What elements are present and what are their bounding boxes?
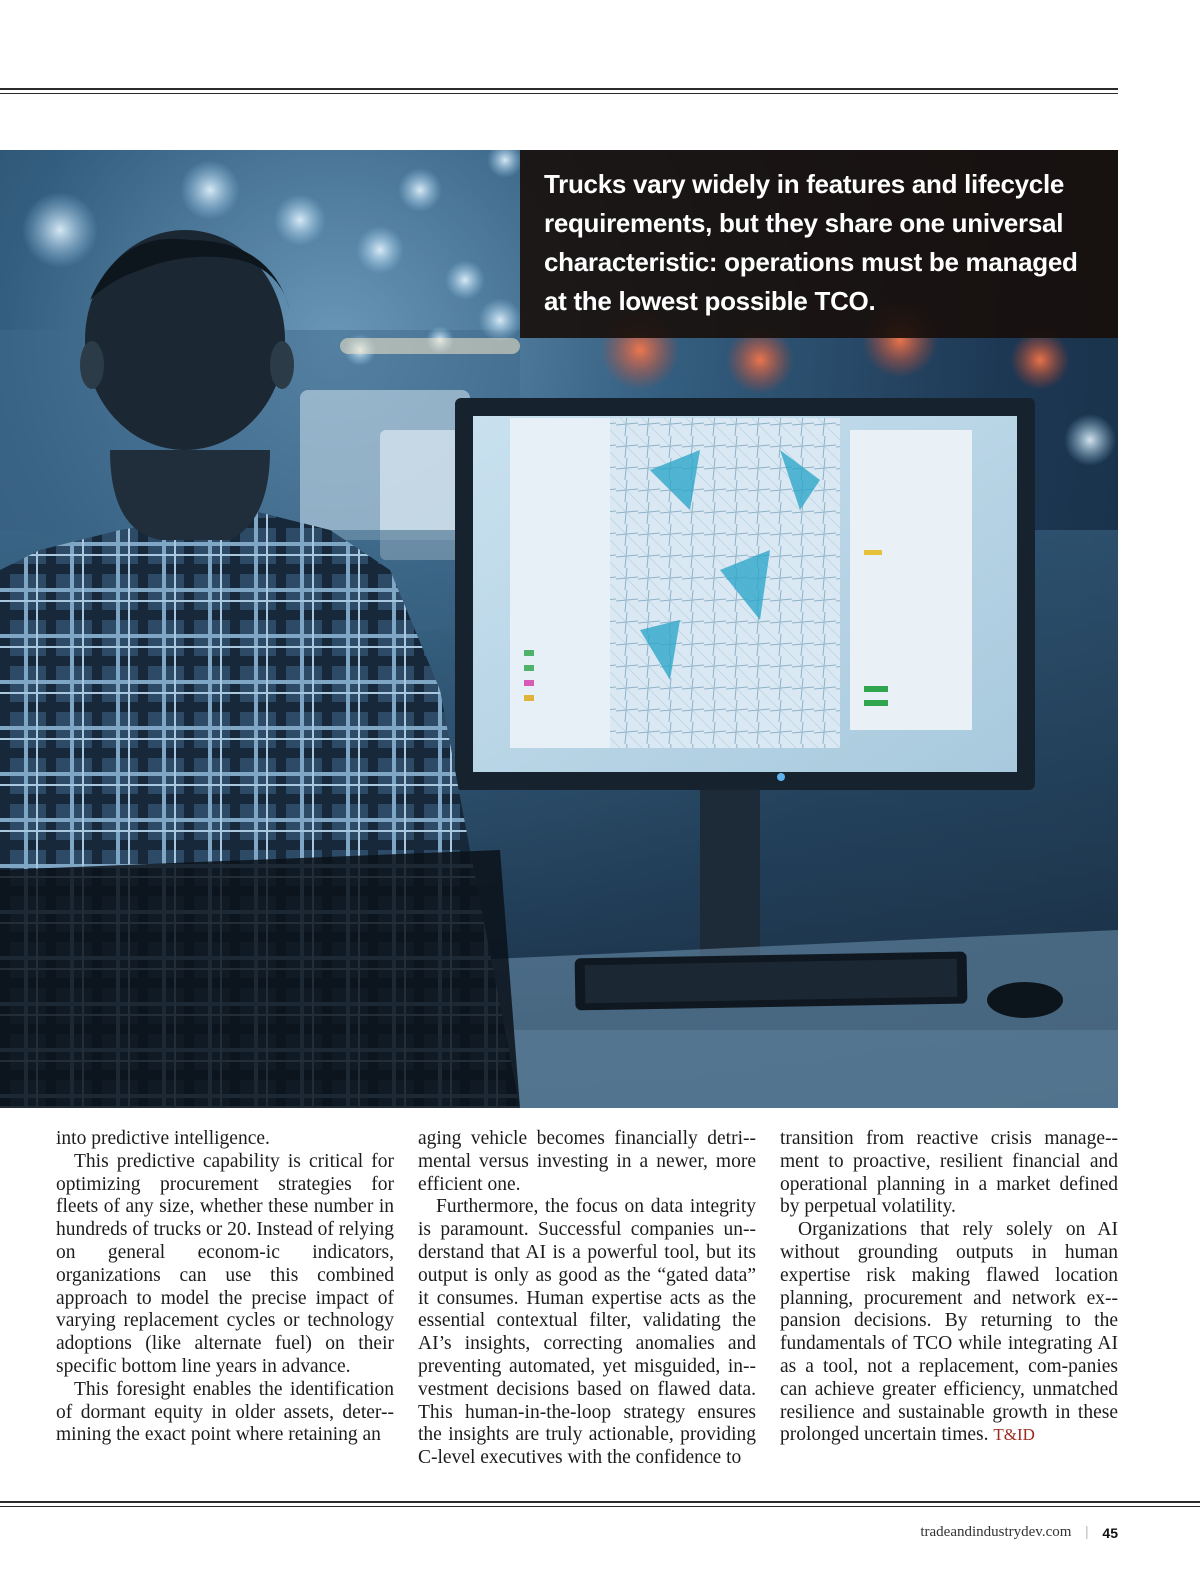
paragraph: This foresight enables the identification of dormant equity in older assets, deter-mining the exact point where retaining an	[56, 1378, 394, 1446]
pull-quote	[520, 150, 1118, 338]
paragraph: Furthermore, the focus on data integrity is paramount. Successful companies un-derstand that AI is a powerful tool, but its output is only as good as the “gated data” it consumes. Human expertise acts as the essential contextual filter, validating the AI’s insights, correcting anomalies and preventing automated, yet misguided, in-vestment decisions based on flawed data. This human-in-the-loop strategy ensures the insights are truly actionable, providing C-level executives with the confidence to	[418, 1196, 756, 1469]
page-footer	[920, 1524, 1118, 1541]
column-2	[418, 1128, 756, 1470]
column-3	[780, 1128, 1118, 1470]
footer-separator: |	[1085, 1524, 1089, 1540]
paragraph: aging vehicle becomes financially detri-mental versus investing in a newer, more efficient one.	[418, 1128, 756, 1195]
paragraph: transition from reactive crisis manage-ment to proactive, resilient financial and operational planning in a market defined by perpetual volatility.	[780, 1128, 1118, 1218]
page-number: 45	[1102, 1524, 1118, 1541]
article-body	[56, 1128, 1118, 1470]
paragraph: into predictive intelligence.	[56, 1128, 270, 1149]
column-1	[56, 1128, 394, 1470]
paragraph: This predictive capability is critical for optimizing procurement strategies for fleets of any size, whether these number in hundreds of trucks or 20. Instead of relying on general econom-ic indicators, organizations can use this combined approach to model the precise impact of varying replacement cycles or technology adoptions (like alternate fuel) on their specific bottom line years in advance.	[56, 1150, 394, 1377]
top-rule	[0, 88, 1118, 94]
end-mark: T&ID	[993, 1425, 1035, 1445]
paragraph-last	[780, 1219, 1118, 1447]
bottom-rule	[0, 1501, 1200, 1507]
paragraph-text: Organizations that rely solely on AI without grounding outputs in human expertise risk making flawed location planning, procurement and network ex-pansion decisions. By returning to the fundamentals of TCO while integrating AI as a tool, not a replacement, com-panies can achieve greater efficiency, unmatched resilience and sustainable growth in these prolonged uncertain times.	[780, 1219, 1118, 1446]
pull-quote-text: Trucks vary widely in features and lifecycle requirements, but they share one universal characteristic: operations must be managed at the lowest possible TCO.	[544, 169, 1078, 316]
website-link[interactable]: tradeandindustrydev.com	[920, 1524, 1072, 1540]
